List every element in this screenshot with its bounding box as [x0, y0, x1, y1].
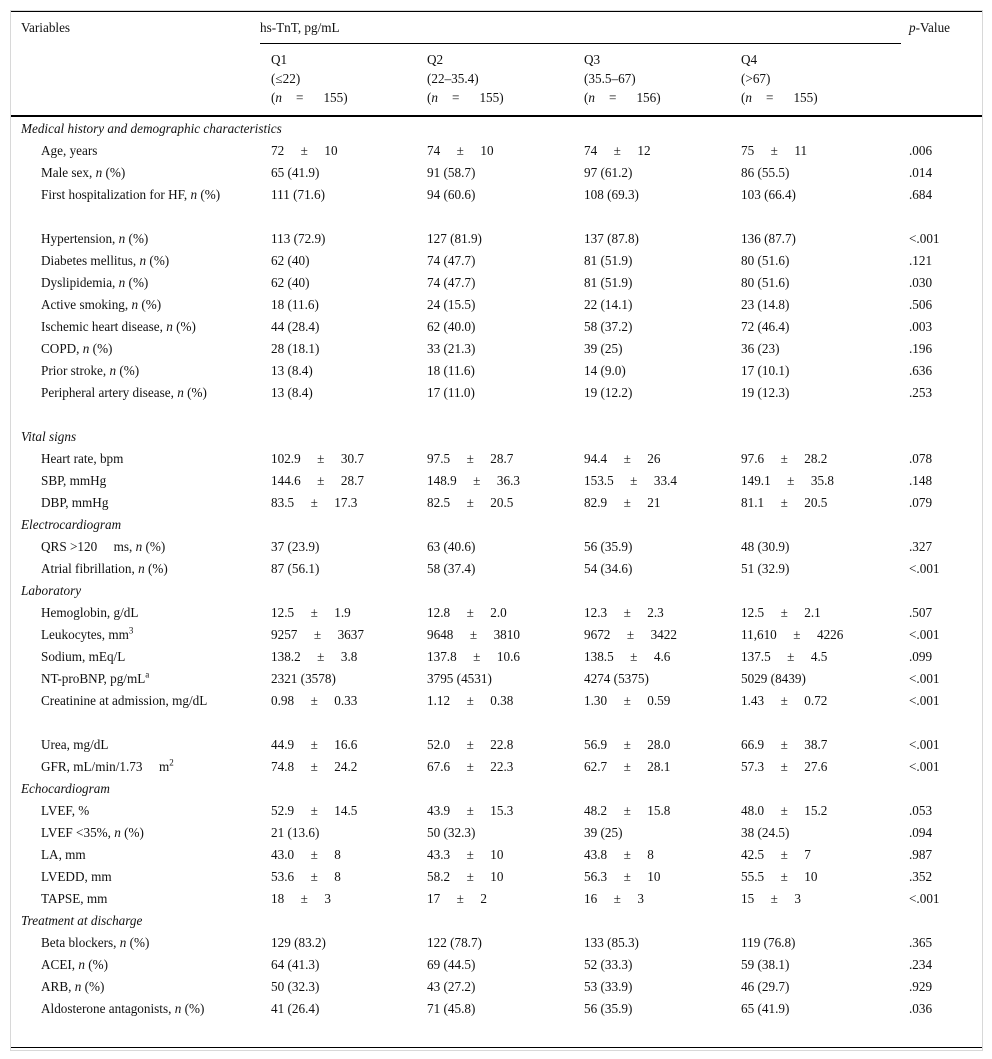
- q1-value: 83.5 ± 17.3: [271, 495, 358, 510]
- q2-header: Q2 (22–35.4) (n = 155): [427, 52, 504, 105]
- p-value: .507: [909, 605, 933, 620]
- q4-value: 86 (55.5): [741, 165, 790, 180]
- q4-value: 12.5 ± 2.1: [741, 605, 821, 620]
- p-value: .006: [909, 143, 933, 158]
- p-value: .352: [909, 869, 933, 884]
- row-label: Atrial fibrillation, n (%): [41, 561, 168, 576]
- q1-value: 53.6 ± 8: [271, 869, 341, 884]
- q2-value: 43 (27.2): [427, 979, 476, 994]
- table-row: [11, 315, 982, 337]
- section-title: Electrocardiogram: [21, 517, 122, 532]
- p-value: .987: [909, 847, 933, 862]
- q4-value: 5029 (8439): [741, 671, 806, 686]
- table-row: [11, 821, 982, 843]
- q4-value: 97.6 ± 28.2: [741, 451, 828, 466]
- p-value: .053: [909, 803, 933, 818]
- q1-value: 37 (23.9): [271, 539, 320, 554]
- q3-value: 94.4 ± 26: [584, 451, 661, 466]
- row-label: DBP, mmHg: [41, 495, 109, 510]
- table-row: [11, 271, 982, 293]
- p-value: <.001: [909, 561, 940, 576]
- table-top-rule: [11, 11, 982, 12]
- q2-value: 122 (78.7): [427, 935, 482, 950]
- section-title: Laboratory: [21, 583, 82, 598]
- row-label: Dyslipidemia, n (%): [41, 275, 149, 290]
- q2-value: 62 (40.0): [427, 319, 476, 334]
- q3-value: 52 (33.3): [584, 957, 633, 972]
- q1-value: 9257 ± 3637: [271, 627, 364, 642]
- table-row: [11, 623, 982, 645]
- p-value: <.001: [909, 627, 940, 642]
- row-label: GFR, mL/min/1.73 $m^2$: [41, 757, 174, 774]
- q1-value: 62 (40): [271, 275, 310, 290]
- p-value: .036: [909, 1001, 933, 1016]
- q1-value: 72 ± 10: [271, 143, 338, 158]
- section-row-treatment-at-discharge: [11, 909, 982, 931]
- q4-value: 72 (46.4): [741, 319, 790, 334]
- p-value: .030: [909, 275, 933, 290]
- row-label: QRS >120 ms, n (%): [41, 539, 166, 554]
- q4-value: 46 (29.7): [741, 979, 790, 994]
- table-row: [11, 799, 982, 821]
- q3-value: 19 (12.2): [584, 385, 633, 400]
- q3-value: 62.7 ± 28.1: [584, 759, 671, 774]
- q4-value: 57.3 ± 27.6: [741, 759, 828, 774]
- table-row: [11, 689, 982, 733]
- p-value: <.001: [909, 891, 940, 906]
- row-label: Active smoking, n (%): [41, 297, 162, 312]
- q4-value: 119 (76.8): [741, 935, 796, 950]
- p-value: <.001: [909, 737, 940, 752]
- q4-header: Q4 (>67) (n = 155): [741, 52, 818, 105]
- q1-value: 21 (13.6): [271, 825, 320, 840]
- q2-value: 74 (47.7): [427, 275, 476, 290]
- q4-value: 137.5 ± 4.5: [741, 649, 828, 664]
- q3-value: 82.9 ± 21: [584, 495, 661, 510]
- table-row: [11, 249, 982, 271]
- q3-value: 56.3 ± 10: [584, 869, 661, 884]
- q1-value: 13 (8.4): [271, 385, 313, 400]
- q4-value: 65 (41.9): [741, 1001, 790, 1016]
- q3-value: 153.5 ± 33.4: [584, 473, 677, 488]
- row-label: Age, years: [41, 143, 98, 158]
- row-label: First hospitalization for HF, n (%): [41, 187, 221, 202]
- q2-value: 91 (58.7): [427, 165, 476, 180]
- q3-value: 12.3 ± 2.3: [584, 605, 664, 620]
- q4-value: 48 (30.9): [741, 539, 790, 554]
- q2-value: 1.12 ± 0.38: [427, 693, 514, 708]
- q4-value: 66.9 ± 38.7: [741, 737, 828, 752]
- q2-value: 17 (11.0): [427, 385, 475, 400]
- table-row: [11, 843, 982, 865]
- q4-value: 81.1 ± 20.5: [741, 495, 828, 510]
- table-row: [11, 491, 982, 513]
- p-value: .365: [909, 935, 933, 950]
- q2-value: 69 (44.5): [427, 957, 476, 972]
- p-value: .121: [909, 253, 933, 268]
- p-value: .253: [909, 385, 933, 400]
- row-label: Leukocytes, $mm^3$: [41, 625, 134, 642]
- q4-value: 1.43 ± 0.72: [741, 693, 828, 708]
- row-label: Prior stroke, n (%): [41, 363, 140, 378]
- row-label: NT-proBNP, $pg/mL^a$: [41, 669, 150, 686]
- p-value: .506: [909, 297, 933, 312]
- table-row: [11, 667, 982, 689]
- q1-value: 50 (32.3): [271, 979, 320, 994]
- q3-value: 4274 (5375): [584, 671, 649, 686]
- row-label: Hemoglobin, g/dL: [41, 605, 139, 620]
- q2-value: 94 (60.6): [427, 187, 476, 202]
- q2-value: 63 (40.6): [427, 539, 476, 554]
- q1-value: 52.9 ± 14.5: [271, 803, 358, 818]
- table-row: [11, 645, 982, 667]
- section-title: Medical history and demographic characteristics: [21, 121, 282, 136]
- q3-value: 133 (85.3): [584, 935, 639, 950]
- q4-value: 80 (51.6): [741, 253, 790, 268]
- q1-header: Q1 (≤22) (n = 155): [271, 52, 348, 105]
- q3-value: 48.2 ± 15.8: [584, 803, 671, 818]
- q4-value: 48.0 ± 15.2: [741, 803, 828, 818]
- q4-value: 17 (10.1): [741, 363, 790, 378]
- section-row-medical-history-and-demographic-characteristics: [11, 117, 982, 139]
- table-row: [11, 997, 982, 1041]
- q1-value: 18 ± 3: [271, 891, 331, 906]
- p-value: .196: [909, 341, 933, 356]
- p-value: .684: [909, 187, 933, 202]
- section-title: Vital signs: [21, 429, 77, 444]
- table-row: [11, 931, 982, 953]
- row-label: Sodium, mEq/L: [41, 649, 126, 664]
- q3-value: 9672 ± 3422: [584, 627, 677, 642]
- q3-value: 43.8 ± 8: [584, 847, 654, 862]
- q4-value: 51 (32.9): [741, 561, 790, 576]
- q2-value: 43.9 ± 15.3: [427, 803, 514, 818]
- q4-value: 75 ± 11: [741, 143, 808, 158]
- table-row: [11, 953, 982, 975]
- q1-value: 41 (26.4): [271, 1001, 320, 1016]
- p-value: .099: [909, 649, 933, 664]
- q1-value: 129 (83.2): [271, 935, 326, 950]
- q1-value: 65 (41.9): [271, 165, 320, 180]
- table-row: [11, 865, 982, 887]
- q3-value: 14 (9.0): [584, 363, 626, 378]
- section-title: Treatment at discharge: [21, 913, 143, 928]
- q2-value: 50 (32.3): [427, 825, 476, 840]
- table-row: [11, 183, 982, 227]
- q2-value: 67.6 ± 22.3: [427, 759, 514, 774]
- q3-value: 137 (87.8): [584, 231, 639, 246]
- table-row: [11, 161, 982, 183]
- row-label: LVEF <35%, n (%): [41, 825, 144, 840]
- table-row: [11, 337, 982, 359]
- row-label: Heart rate, bpm: [41, 451, 124, 466]
- p-value: <.001: [909, 759, 940, 774]
- q3-value: 81 (51.9): [584, 275, 633, 290]
- q2-value: 137.8 ± 10.6: [427, 649, 520, 664]
- q3-value: 56 (35.9): [584, 1001, 633, 1016]
- q3-value: 22 (14.1): [584, 297, 633, 312]
- q3-value: 1.30 ± 0.59: [584, 693, 671, 708]
- table-row: [11, 975, 982, 997]
- q1-value: 144.6 ± 28.7: [271, 473, 364, 488]
- q1-value: 138.2 ± 3.8: [271, 649, 358, 664]
- q1-value: 64 (41.3): [271, 957, 320, 972]
- table-row: [11, 535, 982, 557]
- results-table: [10, 10, 983, 1051]
- table-row: [11, 381, 982, 425]
- row-label: SBP, mmHg: [41, 473, 107, 488]
- row-label: Urea, mg/dL: [41, 737, 109, 752]
- row-label: Creatinine at admission, mg/dL: [41, 693, 208, 708]
- p-value: .014: [909, 165, 933, 180]
- q2-value: 24 (15.5): [427, 297, 476, 312]
- q1-value: 113 (72.9): [271, 231, 326, 246]
- table-row: [11, 359, 982, 381]
- q3-value: 81 (51.9): [584, 253, 633, 268]
- p-value: .234: [909, 957, 933, 972]
- q4-value: 55.5 ± 10: [741, 869, 818, 884]
- q3-value: 56.9 ± 28.0: [584, 737, 671, 752]
- row-label: Peripheral artery disease, n (%): [41, 385, 207, 400]
- q1-value: 62 (40): [271, 253, 310, 268]
- q3-value: 138.5 ± 4.6: [584, 649, 671, 664]
- table-row: [11, 447, 982, 469]
- q2-value: 52.0 ± 22.8: [427, 737, 514, 752]
- q4-value: 42.5 ± 7: [741, 847, 811, 862]
- p-value: .003: [909, 319, 933, 334]
- row-label: LVEDD, mm: [41, 869, 112, 884]
- q3-value: 39 (25): [584, 341, 623, 356]
- q2-value: 33 (21.3): [427, 341, 476, 356]
- q1-value: 102.9 ± 30.7: [271, 451, 364, 466]
- row-label: Aldosterone antagonists, n (%): [41, 1001, 205, 1016]
- row-label: Hypertension, n (%): [41, 231, 149, 246]
- q1-value: 12.5 ± 1.9: [271, 605, 351, 620]
- p-value: .094: [909, 825, 933, 840]
- q2-value: 12.8 ± 2.0: [427, 605, 507, 620]
- q1-value: 28 (18.1): [271, 341, 320, 356]
- p-value: .327: [909, 539, 933, 554]
- table-row: [11, 755, 982, 777]
- section-row-electrocardiogram: [11, 513, 982, 535]
- q4-value: 103 (66.4): [741, 187, 796, 202]
- q2-value: 74 ± 10: [427, 143, 494, 158]
- q1-value: 44.9 ± 16.6: [271, 737, 358, 752]
- section-row-vital-signs: [11, 425, 982, 447]
- table-bottom-rule: [11, 1047, 982, 1048]
- q4-value: 11,610 ± 4226: [741, 627, 844, 642]
- q1-value: 13 (8.4): [271, 363, 313, 378]
- q1-value: 44 (28.4): [271, 319, 320, 334]
- row-label: ACEI, n (%): [41, 957, 109, 972]
- row-label: Ischemic heart disease, n (%): [41, 319, 196, 334]
- row-label: Diabetes mellitus, n (%): [41, 253, 170, 268]
- q3-value: 16 ± 3: [584, 891, 644, 906]
- p-value: .636: [909, 363, 933, 378]
- table-row: [11, 557, 982, 579]
- q2-value: 74 (47.7): [427, 253, 476, 268]
- q2-value: 58 (37.4): [427, 561, 476, 576]
- table-body: [11, 117, 982, 1041]
- table-row: [11, 227, 982, 249]
- section-row-echocardiogram: [11, 777, 982, 799]
- row-label: ARB, n (%): [41, 979, 105, 994]
- table-row: [11, 601, 982, 623]
- group-header-rule: [260, 43, 901, 44]
- section-row-laboratory: [11, 579, 982, 601]
- pvalue-header: p-Value: [909, 20, 951, 35]
- q4-value: 149.1 ± 35.8: [741, 473, 834, 488]
- q3-value: 74 ± 12: [584, 143, 651, 158]
- q3-value: 108 (69.3): [584, 187, 639, 202]
- table-row: [11, 293, 982, 315]
- q4-value: 38 (24.5): [741, 825, 790, 840]
- table-row: [11, 139, 982, 161]
- q2-value: 9648 ± 3810: [427, 627, 520, 642]
- row-label: LVEF, %: [41, 803, 90, 818]
- section-title: Echocardiogram: [21, 781, 110, 796]
- q4-value: 80 (51.6): [741, 275, 790, 290]
- q4-value: 136 (87.7): [741, 231, 796, 246]
- variables-header: Variables: [21, 20, 71, 35]
- row-label: Beta blockers, n (%): [41, 935, 150, 950]
- q2-value: 17 ± 2: [427, 891, 487, 906]
- q1-value: 87 (56.1): [271, 561, 320, 576]
- q1-value: 0.98 ± 0.33: [271, 693, 358, 708]
- q4-value: 59 (38.1): [741, 957, 790, 972]
- row-label: LA, mm: [41, 847, 86, 862]
- q3-value: 58 (37.2): [584, 319, 633, 334]
- p-value: <.001: [909, 693, 940, 708]
- table-row: [11, 887, 982, 909]
- p-value: .148: [909, 473, 933, 488]
- q2-value: 58.2 ± 10: [427, 869, 504, 884]
- q3-header: Q3 (35.5–67) (n = 156): [584, 52, 661, 105]
- p-value: <.001: [909, 671, 940, 686]
- q1-value: 111 (71.6): [271, 187, 325, 202]
- q1-value: 18 (11.6): [271, 297, 319, 312]
- q2-value: 18 (11.6): [427, 363, 475, 378]
- p-value: <.001: [909, 231, 940, 246]
- p-value: .079: [909, 495, 933, 510]
- q2-value: 127 (81.9): [427, 231, 482, 246]
- q2-value: 71 (45.8): [427, 1001, 476, 1016]
- q2-value: 82.5 ± 20.5: [427, 495, 514, 510]
- q2-value: 97.5 ± 28.7: [427, 451, 514, 466]
- q4-value: 36 (23): [741, 341, 780, 356]
- q3-value: 97 (61.2): [584, 165, 633, 180]
- q3-value: 39 (25): [584, 825, 623, 840]
- group-header: hs-TnT, pg/mL: [260, 20, 340, 35]
- row-label: Male sex, n (%): [41, 165, 126, 180]
- p-value: .078: [909, 451, 933, 466]
- q4-value: 19 (12.3): [741, 385, 790, 400]
- table-row: [11, 733, 982, 755]
- table-row: [11, 469, 982, 491]
- q2-value: 148.9 ± 36.3: [427, 473, 520, 488]
- q2-value: 3795 (4531): [427, 671, 492, 686]
- q4-value: 23 (14.8): [741, 297, 790, 312]
- row-label: COPD, n (%): [41, 341, 113, 356]
- q1-value: 2321 (3578): [271, 671, 336, 686]
- q1-value: 43.0 ± 8: [271, 847, 341, 862]
- q4-value: 15 ± 3: [741, 891, 801, 906]
- q1-value: 74.8 ± 24.2: [271, 759, 358, 774]
- row-label: TAPSE, mm: [41, 891, 108, 906]
- p-value: .929: [909, 979, 933, 994]
- q3-value: 53 (33.9): [584, 979, 633, 994]
- q3-value: 54 (34.6): [584, 561, 633, 576]
- q3-value: 56 (35.9): [584, 539, 633, 554]
- q2-value: 43.3 ± 10: [427, 847, 504, 862]
